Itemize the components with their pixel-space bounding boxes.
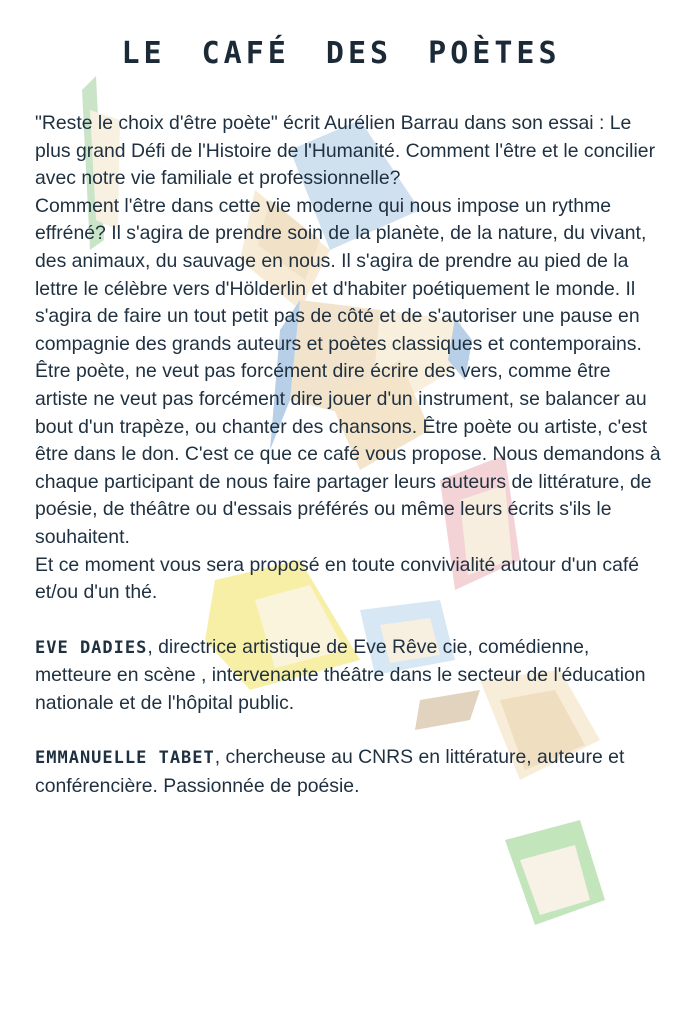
bio-name: EMMANUELLE TABET [35, 748, 215, 769]
bio-emmanuelle-tabet [35, 744, 667, 800]
spacer [35, 607, 667, 634]
paragraph-being-poet: Être poète, ne veut pas forcément dire écrire des vers, comme être artiste ne veut pas forcément dire jouer d'un instrument, se balancer au bout d'un trapèze, ou chanter des chansons. Être poète ou artiste, c'est être dans le don. C'est ce que ce café vous propose. Nous demandons à chaque participant de nous faire partager leurs auteurs de littérature, de poésie, de théâtre ou d'essais préférés ou même leurs écrits s'ils le souhaitent. [35, 360, 661, 548]
main-text [35, 110, 667, 801]
bio-name: EVE DADIES [35, 637, 148, 658]
paragraph-intro: "Reste le choix d'être poète" écrit Aurélien Barrau dans son essai : Le plus grand Défi de l'Histoire de l'Humanité. Comment l'être et le concilier avec notre vie familiale et professionnelle? [35, 112, 656, 190]
page-title: LE CAFÉ DES POÈTES [121, 36, 561, 71]
green-book-bottom [505, 820, 605, 925]
bio-eve-dadies [35, 634, 667, 718]
spacer [35, 717, 667, 744]
bio-text: , chercheuse au CNRS en littérature, auteure et conférencière. Passionnée de poésie. [35, 746, 625, 798]
paragraph-modern-life: Comment l'être dans cette vie moderne qui nous impose un rythme effréné? Il s'agira de prendre soin de la planète, de la nature, du vivant, des animaux, du sauvage en nous. Il s'agira de prendre au pied de la lettre le célèbre vers d'Hölderlin et d'habiter poétiquement le monde. Il s'agira de faire un tout petit pas de côté et de s'autoriser une pause en compagnie des grands auteurs et poètes classiques et contemporains. [35, 194, 647, 355]
bio-text: , directrice artistique de Eve Rêve cie, comédienne, metteure en scène , intervenante théâtre dans le secteur de l'éducation nationale et de l'hôpital public. [35, 635, 646, 714]
paragraph-conviviality: Et ce moment vous sera proposé en toute convivialité autour d'un café et/ou d'un thé. [35, 553, 640, 604]
